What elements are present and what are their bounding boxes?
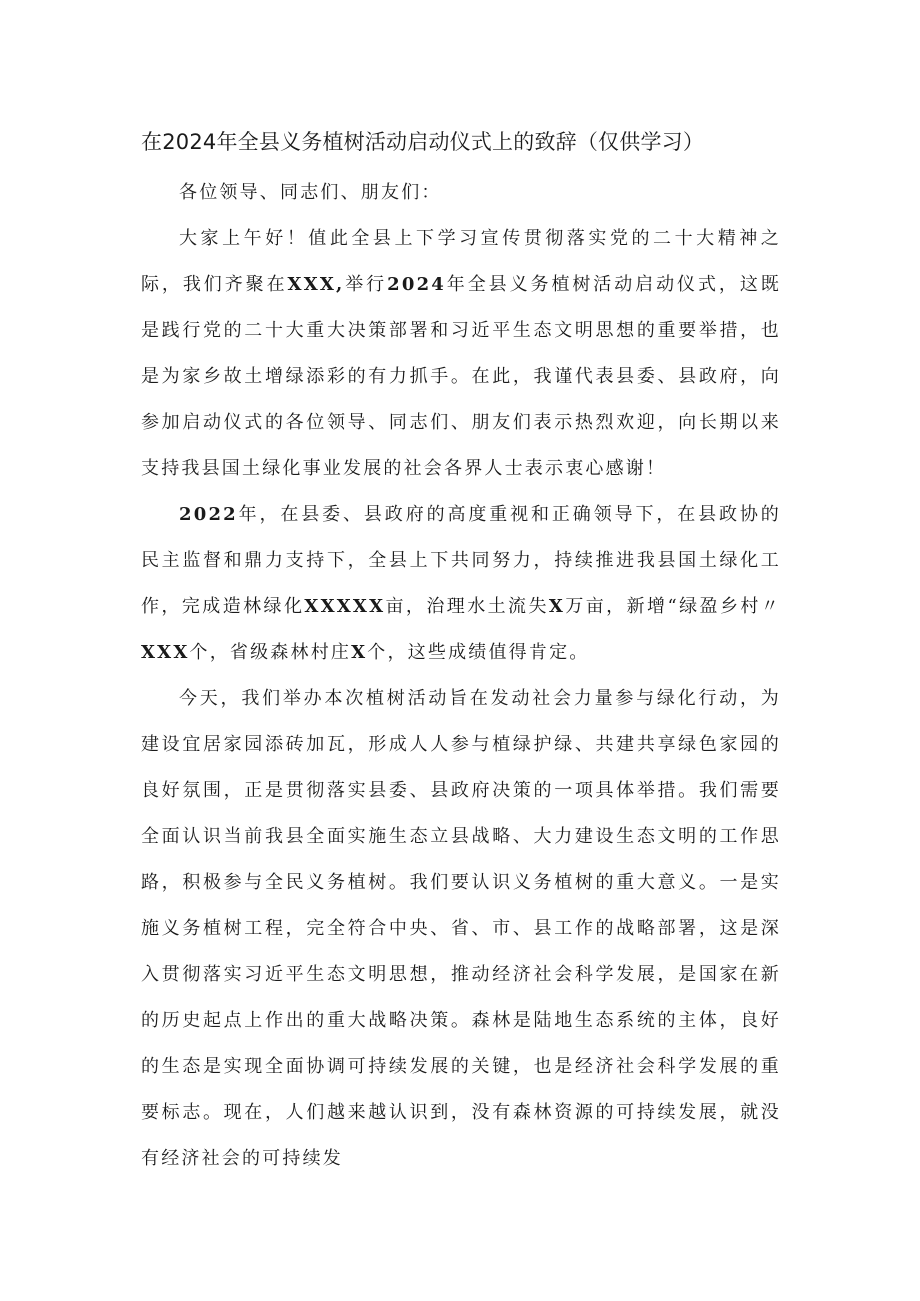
- paragraph-1-text-c: 举行: [344, 274, 388, 295]
- salutation: 各位领导、同志们、朋友们：: [179, 182, 442, 203]
- paragraph-1-text-e: 年全县义务植树活动启动仪式，这既是践行党的二十大重大决策部署和习近平生态文明思想的重要举措，也是为家乡故土增绿添彩的有力抓手。在此，我谨代表县委、县政府，向参加启动仪式的各位领导、同志们、朋友们表示热烈欢迎，向长期以来支持我县国土绿化事业发展的社会各界人士表示衷心感谢！: [141, 274, 781, 479]
- soil-erosion-placeholder: X: [548, 596, 566, 617]
- paragraph-1: [141, 216, 781, 492]
- paragraph-1-text-a: 大家上午好！值此全县上下学习宣传贯彻落实党的二十大精神之际，我们齐聚在: [141, 228, 781, 295]
- afforestation-area-placeholder: XXXXX: [304, 596, 386, 617]
- document-title: 在2024年全县义务植树活动启动仪式上的致辞（仅供学习）: [141, 130, 705, 154]
- green-village-count-placeholder: XXX: [141, 642, 190, 663]
- forest-village-count-placeholder: X: [351, 642, 368, 663]
- paragraph-2-text-h: 个，省级森林村庄: [189, 642, 352, 663]
- paragraph-2-text-j: 个，这些成绩值得肯定。: [367, 642, 590, 663]
- paragraph-2-text-b: 年，在县委、县政府的高度重视和正确领导下，在县政协的民主监督和鼎力支持下，全县上下共同努力，持续推进我县国土绿化工作，完成造林绿化: [141, 504, 781, 617]
- document-body: [141, 170, 781, 1182]
- venue-placeholder: XXX,: [287, 274, 345, 295]
- paragraph-2: [141, 492, 781, 676]
- year-2024: 2024: [387, 274, 447, 295]
- paragraph-2-text-f: 万亩，新增“绿盈乡村〃: [565, 596, 781, 617]
- paragraph-2-text-d: 亩，治理水土流失: [385, 596, 549, 617]
- paragraph-3: 今天，我们举办本次植树活动旨在发动社会力量参与绿化行动，为建设宜居家园添砖加瓦，形成人人参与植绿护绿、共建共享绿色家园的良好氛围，正是贯彻落实县委、县政府决策的一项具体举措。我们需要全面认识当前我县全面实施生态立县战略、大力建设生态文明的工作思路，积极参与全民义务植树。我们要认识义务植树的重大意义。一是实施义务植树工程，完全符合中央、省、市、县工作的战略部署，这是深入贯彻落实习近平生态文明思想，推动经济社会科学发展，是国家在新的历史起点上作出的重大战略决策。森林是陆地生态系统的主体，良好的生态是实现全面协调可持续发展的关键，也是经济社会科学发展的重要标志。现在，人们越来越认识到，没有森林资源的可持续发展，就没有经济社会的可持续发: [141, 688, 781, 1169]
- year-2022: 2022: [179, 504, 238, 525]
